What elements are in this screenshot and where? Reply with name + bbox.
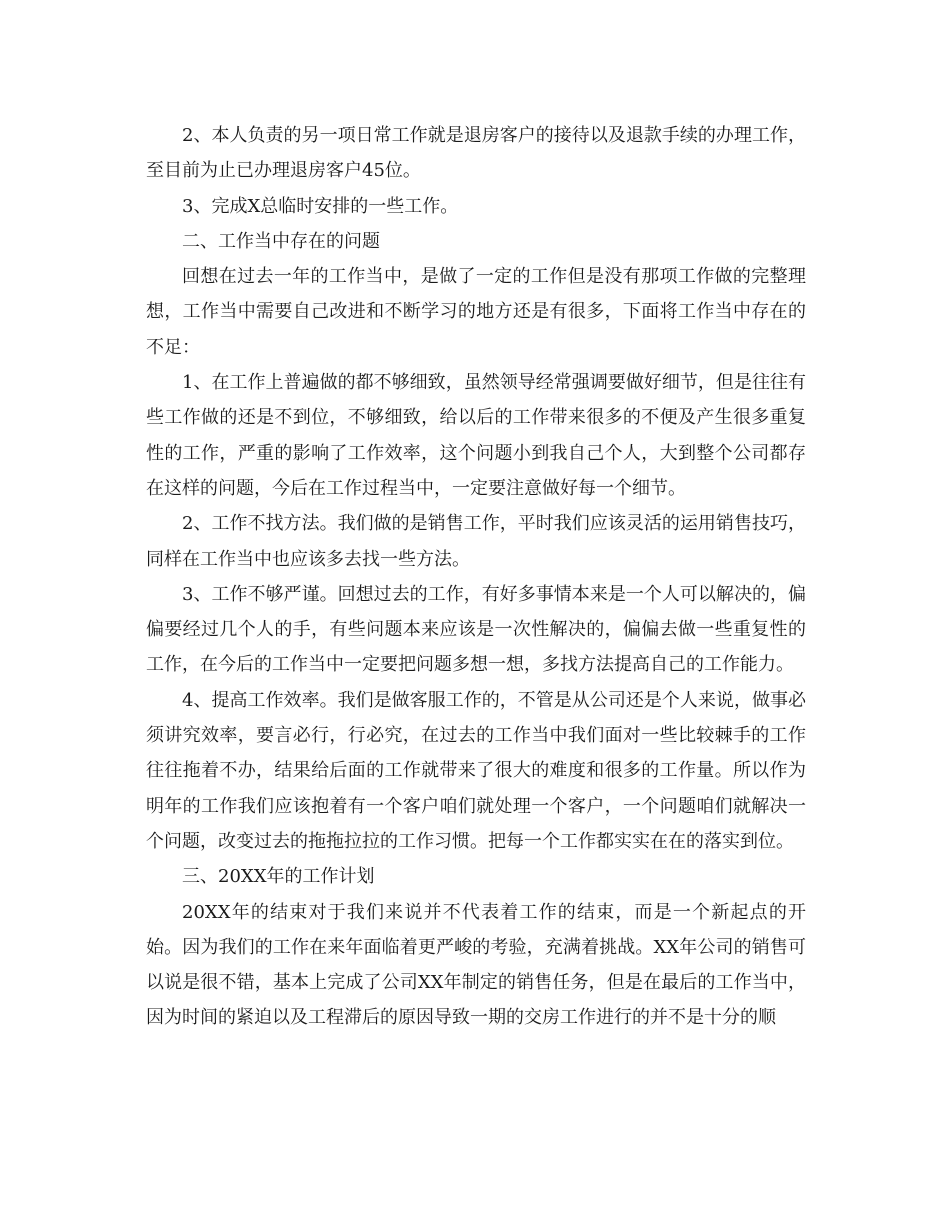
paragraph-problem-method: 2、工作不找方法。我们做的是销售工作，平时我们应该灵活的运用销售技巧，同样在工作当中也应该多去找一些方法。	[146, 513, 806, 570]
paragraph-problems-intro: 回想在过去一年的工作当中，是做了一定的工作但是没有那项工作做的完整理想，工作当中需要自己改进和不断学习的地方还是有很多，下面将工作当中存在的不足：	[146, 266, 806, 358]
paragraph-problem-detail: 1、在工作上普遍做的都不够细致，虽然领导经常强调要做好细节，但是往往有些工作做的还是不到位，不够细致，给以后的工作带来很多的不便及产生很多重复性的工作，严重的影响了工作效率，这个问题小到我自己个人，大到整个公司都存在这样的问题，今后在工作过程当中，一定要注意做好每一个细节。	[146, 372, 806, 499]
paragraph-temporary-tasks: 3、完成X总临时安排的一些工作。	[182, 195, 459, 217]
paragraph-problem-efficiency: 4、提高工作效率。我们是做客服工作的，不管是从公司还是个人来说，做事必须讲究效率，要言必行，行必究，在过去的工作当中我们面对一些比较棘手的工作往往拖着不办，结果给后面的工作就带来了很大的难度和很多的工作量。所以作为明年的工作我们应该抱着有一个客户咱们就处理一个客户，一个问题咱们就解决一个问题，改变过去的拖拖拉拉的工作习惯。把每一个工作都实实在在的落实到位。	[146, 689, 806, 852]
section-heading-plan: 三、20XX年的工作计划	[182, 866, 375, 888]
section-heading-problems: 二、工作当中存在的问题	[182, 230, 380, 252]
document-body	[146, 118, 806, 1036]
paragraph-refund-work: 2、本人负责的另一项日常工作就是退房客户的接待以及退款手续的办理工作，至目前为止已办理退房客户45位。	[146, 125, 806, 182]
paragraph-problem-rigor: 3、工作不够严谨。回想过去的工作，有好多事情本来是一个人可以解决的，偏偏要经过几个人的手，有些问题本来应该是一次性解决的，偏偏去做一些重复性的工作，在今后的工作当中一定要把问题多想一想，多找方法提高自己的工作能力。	[146, 583, 806, 676]
paragraph-plan-intro: 20XX年的结束对于我们来说并不代表着工作的结束，而是一个新起点的开始。因为我们的工作在来年面临着更严峻的考验，充满着挑战。XX年公司的销售可以说是很不错，基本上完成了公司XX年制定的销售任务，但是在最后的工作当中，因为时间的紧迫以及工程滞后的原因导致一期的交房工作进行的并不是十分的顺	[146, 901, 806, 1029]
